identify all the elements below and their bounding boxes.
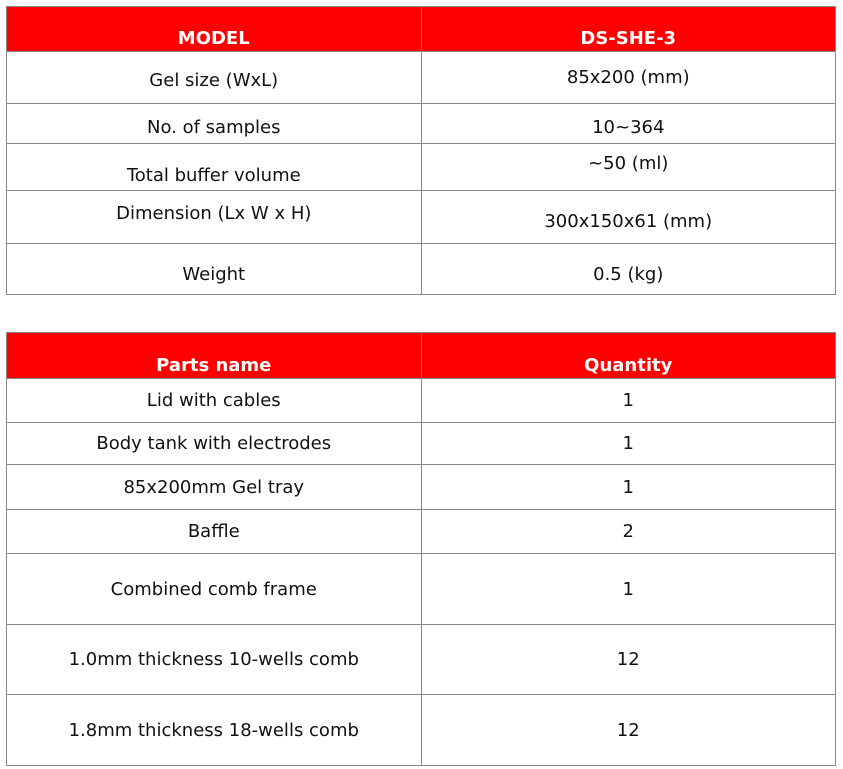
part-quantity: 1 <box>421 465 836 510</box>
table-row <box>7 379 836 423</box>
quantity-header: Quantity <box>421 333 836 379</box>
spec-value: ~50 (ml) <box>421 144 836 191</box>
spec-value: 0.5 (kg) <box>421 244 836 295</box>
parts-name-header: Parts name <box>7 333 422 379</box>
table-row <box>7 695 836 766</box>
table-row <box>7 191 836 244</box>
part-name: Lid with cables <box>7 379 422 423</box>
table-row <box>7 423 836 465</box>
part-name: Combined comb frame <box>7 554 422 625</box>
model-value-header: DS-SHE-3 <box>421 7 836 52</box>
part-name: Body tank with electrodes <box>7 423 422 465</box>
part-quantity: 2 <box>421 510 836 554</box>
part-quantity: 1 <box>421 423 836 465</box>
specifications-header-row <box>7 7 836 52</box>
spec-value: 10~364 <box>421 104 836 144</box>
parts-header-row <box>7 333 836 379</box>
table-row <box>7 144 836 191</box>
table-row <box>7 244 836 295</box>
part-quantity: 1 <box>421 554 836 625</box>
part-quantity: 12 <box>421 625 836 695</box>
spec-label: Gel size (WxL) <box>7 52 422 104</box>
table-row <box>7 554 836 625</box>
part-quantity: 1 <box>421 379 836 423</box>
spec-label: Total buffer volume <box>7 144 422 191</box>
table-row <box>7 465 836 510</box>
part-name: Baffle <box>7 510 422 554</box>
table-row <box>7 625 836 695</box>
model-header: MODEL <box>7 7 422 52</box>
spec-value: 300x150x61 (mm) <box>421 191 836 244</box>
spec-value: 85x200 (mm) <box>421 52 836 104</box>
part-name: 1.0mm thickness 10-wells comb <box>7 625 422 695</box>
table-row <box>7 52 836 104</box>
part-name: 85x200mm Gel tray <box>7 465 422 510</box>
spec-label: Dimension (Lx W x H) <box>7 191 422 244</box>
table-row <box>7 104 836 144</box>
table-row <box>7 510 836 554</box>
specifications-table <box>6 6 836 295</box>
spec-label: No. of samples <box>7 104 422 144</box>
part-quantity: 12 <box>421 695 836 766</box>
part-name: 1.8mm thickness 18-wells comb <box>7 695 422 766</box>
parts-table <box>6 332 836 766</box>
spec-label: Weight <box>7 244 422 295</box>
